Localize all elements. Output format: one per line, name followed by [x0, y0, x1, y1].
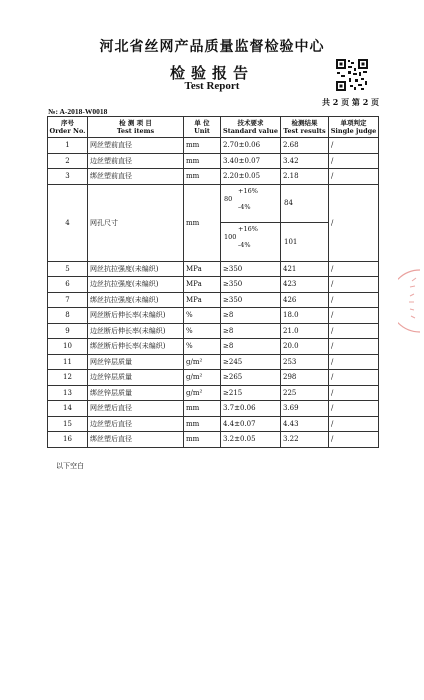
cell-unit: % — [184, 308, 221, 324]
cell-standard: ≥8 — [221, 308, 281, 324]
cell-item: 网丝塑后直径 — [88, 401, 184, 417]
cell-order: 5 — [48, 261, 88, 277]
cell-judge: / — [329, 138, 379, 154]
header-unit: 单 位 Unit — [184, 117, 221, 138]
cell-result: 20.0 — [281, 339, 329, 355]
cell-order: 3 — [48, 169, 88, 185]
table-row — [48, 292, 379, 308]
table-row — [48, 277, 379, 293]
report-number: №: A-2018-W0018 — [48, 107, 108, 116]
table-row — [48, 339, 379, 355]
cell-standard: 3.2±0.05 — [221, 432, 281, 448]
cell-standard: 2.20±0.05 — [221, 169, 281, 185]
table-row-mesh-size — [48, 184, 379, 261]
cell-unit: % — [184, 323, 221, 339]
cell-order: 16 — [48, 432, 88, 448]
cell-item: 边丝断后伸长率(未编织) — [88, 323, 184, 339]
cell-result: 225 — [281, 385, 329, 401]
cell-unit: mm — [184, 184, 221, 261]
table-row — [48, 354, 379, 370]
cell-item: 绑丝抗拉强度(未编织) — [88, 292, 184, 308]
cell-order: 11 — [48, 354, 88, 370]
cell-result: 2.68 — [281, 138, 329, 154]
cell-order: 13 — [48, 385, 88, 401]
cell-judge: / — [329, 184, 379, 261]
cell-unit: mm — [184, 401, 221, 417]
qr-code-icon — [335, 58, 369, 92]
cell-judge: / — [329, 261, 379, 277]
cell-judge: / — [329, 385, 379, 401]
table-row — [48, 138, 379, 154]
table-header-row — [48, 117, 379, 138]
header-test-items: 检 测 项 目 Test items — [88, 117, 184, 138]
mesh-standard-a: +16% 80 -4% — [221, 185, 280, 223]
mesh-result-b: 101 — [284, 237, 298, 246]
cell-item: 网孔尺寸 — [88, 184, 184, 261]
cell-standard: 3.7±0.06 — [221, 401, 281, 417]
cell-item: 网丝塑前直径 — [88, 138, 184, 154]
cell-result-mesh — [281, 184, 329, 261]
cell-result: 298 — [281, 370, 329, 386]
cell-unit: g/m² — [184, 370, 221, 386]
test-results-table — [47, 116, 379, 448]
cell-item: 绑丝塑后直径 — [88, 432, 184, 448]
cell-order: 14 — [48, 401, 88, 417]
cell-judge: / — [329, 370, 379, 386]
cell-item: 绑丝锌层质量 — [88, 385, 184, 401]
cell-unit: mm — [184, 153, 221, 169]
cell-result: 21.0 — [281, 323, 329, 339]
cell-result: 4.43 — [281, 416, 329, 432]
table-row — [48, 401, 379, 417]
cell-item: 网丝锌层质量 — [88, 354, 184, 370]
cell-unit: MPa — [184, 277, 221, 293]
cell-standard: ≥350 — [221, 277, 281, 293]
table-row — [48, 385, 379, 401]
cell-order: 1 — [48, 138, 88, 154]
cell-order: 7 — [48, 292, 88, 308]
header-judge: 单项判定 Single judge — [329, 117, 379, 138]
cell-unit: g/m² — [184, 385, 221, 401]
cell-judge: / — [329, 308, 379, 324]
cell-judge: / — [329, 277, 379, 293]
cell-result: 3.22 — [281, 432, 329, 448]
official-seal-icon — [398, 268, 422, 334]
cell-result: 3.42 — [281, 153, 329, 169]
header-standard: 技术要求 Standard value — [221, 117, 281, 138]
cell-unit: g/m² — [184, 354, 221, 370]
cell-standard: 4.4±0.07 — [221, 416, 281, 432]
cell-result: 253 — [281, 354, 329, 370]
blank-below-note: 以下空白 — [56, 462, 84, 470]
cell-judge: / — [329, 169, 379, 185]
table-row — [48, 169, 379, 185]
cell-item: 边丝锌层质量 — [88, 370, 184, 386]
cell-standard: ≥215 — [221, 385, 281, 401]
table-row — [48, 370, 379, 386]
header-order: 序号 Order No. — [48, 117, 88, 138]
cell-unit: mm — [184, 169, 221, 185]
cell-result: 2.18 — [281, 169, 329, 185]
mesh-result-a: 84 — [281, 185, 328, 223]
report-title-cn: 检验报告 — [169, 64, 254, 82]
table-row — [48, 261, 379, 277]
cell-judge: / — [329, 401, 379, 417]
cell-standard: 3.40±0.07 — [221, 153, 281, 169]
mesh-standard-b: +16% 100 -4% — [224, 224, 258, 249]
cell-order: 15 — [48, 416, 88, 432]
table-row — [48, 432, 379, 448]
cell-unit: % — [184, 339, 221, 355]
cell-standard: ≥350 — [221, 292, 281, 308]
cell-result: 423 — [281, 277, 329, 293]
cell-item: 边丝塑后直径 — [88, 416, 184, 432]
page-info: 共 2 页 第 2 页 — [322, 97, 380, 107]
cell-standard: ≥245 — [221, 354, 281, 370]
cell-unit: mm — [184, 432, 221, 448]
cell-order: 6 — [48, 277, 88, 293]
cell-unit: mm — [184, 416, 221, 432]
cell-judge: / — [329, 323, 379, 339]
cell-standard: ≥350 — [221, 261, 281, 277]
cell-standard: ≥8 — [221, 339, 281, 355]
organization-name: 河北省丝网产品质量监督检验中心 — [99, 39, 325, 55]
cell-unit: MPa — [184, 292, 221, 308]
cell-item: 边丝抗拉强度(未编织) — [88, 277, 184, 293]
cell-judge: / — [329, 354, 379, 370]
cell-judge: / — [329, 153, 379, 169]
header-results: 检测结果 Test results — [281, 117, 329, 138]
cell-item: 网丝抗拉强度(未编织) — [88, 261, 184, 277]
cell-order: 9 — [48, 323, 88, 339]
cell-judge: / — [329, 432, 379, 448]
cell-result: 426 — [281, 292, 329, 308]
cell-order: 10 — [48, 339, 88, 355]
cell-result: 421 — [281, 261, 329, 277]
cell-unit: MPa — [184, 261, 221, 277]
cell-judge: / — [329, 339, 379, 355]
table-row — [48, 153, 379, 169]
cell-standard: ≥265 — [221, 370, 281, 386]
cell-order: 2 — [48, 153, 88, 169]
table-row — [48, 308, 379, 324]
cell-item: 绑丝断后伸长率(未编织) — [88, 339, 184, 355]
table-row — [48, 416, 379, 432]
cell-unit: mm — [184, 138, 221, 154]
cell-item: 绑丝塑前直径 — [88, 169, 184, 185]
report-title-en: Test Report — [184, 80, 240, 92]
cell-result: 18.0 — [281, 308, 329, 324]
cell-order: 8 — [48, 308, 88, 324]
cell-order: 4 — [48, 184, 88, 261]
cell-result: 3.69 — [281, 401, 329, 417]
table-row — [48, 323, 379, 339]
cell-order: 12 — [48, 370, 88, 386]
cell-judge: / — [329, 416, 379, 432]
cell-standard: 2.70±0.06 — [221, 138, 281, 154]
cell-judge: / — [329, 292, 379, 308]
cell-item: 边丝塑前直径 — [88, 153, 184, 169]
cell-standard-mesh — [221, 184, 281, 261]
cell-item: 网丝断后伸长率(未编织) — [88, 308, 184, 324]
cell-standard: ≥8 — [221, 323, 281, 339]
